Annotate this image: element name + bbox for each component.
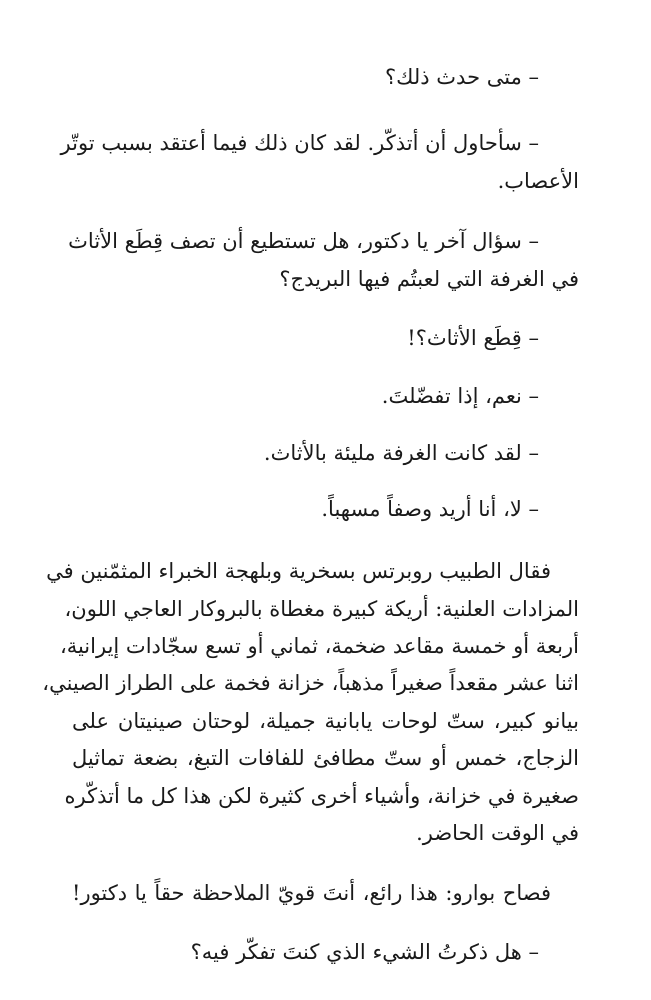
paragraph-line: اثنا عشر مقعداً صغيراً مذهباً، خزانة فخمة على الطراز الصيني، [42, 671, 579, 695]
dialogue-line: – سؤال آخر يا دكتور، هل تستطيع أن تصف قِطَع الأثاث [68, 229, 539, 253]
dialogue-line: – متى حدث ذلك؟ [385, 65, 539, 89]
dialogue-line-continuation: في الغرفة التي لعبتُم فيها البريدج؟ [279, 267, 579, 291]
dialogue-line: – قِطَع الأثاث؟! [407, 326, 539, 350]
paragraph-line: فصاح بوارو: هذا رائع، أنتَ قويّ الملاحظة حقاً يا دكتور! [72, 881, 551, 905]
dialogue-line-continuation: الأعصاب. [497, 169, 579, 193]
dialogue-line: – هل ذكرتُ الشيء الذي كنتَ تفكّر فيه؟ [190, 940, 539, 964]
paragraph-line: بيانو كبير، ستّ لوحات يابانية جميلة، لوحتان صينيتان على [72, 709, 579, 733]
paragraph-line: أربعة أو خمسة مقاعد ضخمة، ثماني أو تسع سجّادات إيرانية، [59, 634, 579, 658]
paragraph-line: في الوقت الحاضر. [416, 821, 579, 845]
dialogue-line: – لقد كانت الغرفة مليئة بالأثاث. [263, 441, 539, 465]
paragraph-line: صغيرة في خزانة، وأشياء أخرى كثيرة لكن هذا كل ما أتذكّره [64, 784, 579, 808]
paragraph-line: فقال الطبيب روبرتس بسخرية وبلهجة الخبراء المثمّنين في [46, 559, 551, 583]
dialogue-line: – سأحاول أن أتذكّر. لقد كان ذلك فيما أعتقد بسبب توتّر [60, 131, 539, 155]
dialogue-line: – نعم، إذا تفضّلتَ. [381, 384, 539, 408]
paragraph-line: المزادات العلنية: أريكة كبيرة مغطاة بالبروكار العاجي اللون، [64, 597, 579, 621]
paragraph-line: الزجاج، خمس أو ستّ مطافئ للفافات التبغ، بضعة تماثيل [72, 746, 579, 770]
dialogue-line: – لا، أنا أريد وصفاً مسهباً. [321, 497, 539, 521]
